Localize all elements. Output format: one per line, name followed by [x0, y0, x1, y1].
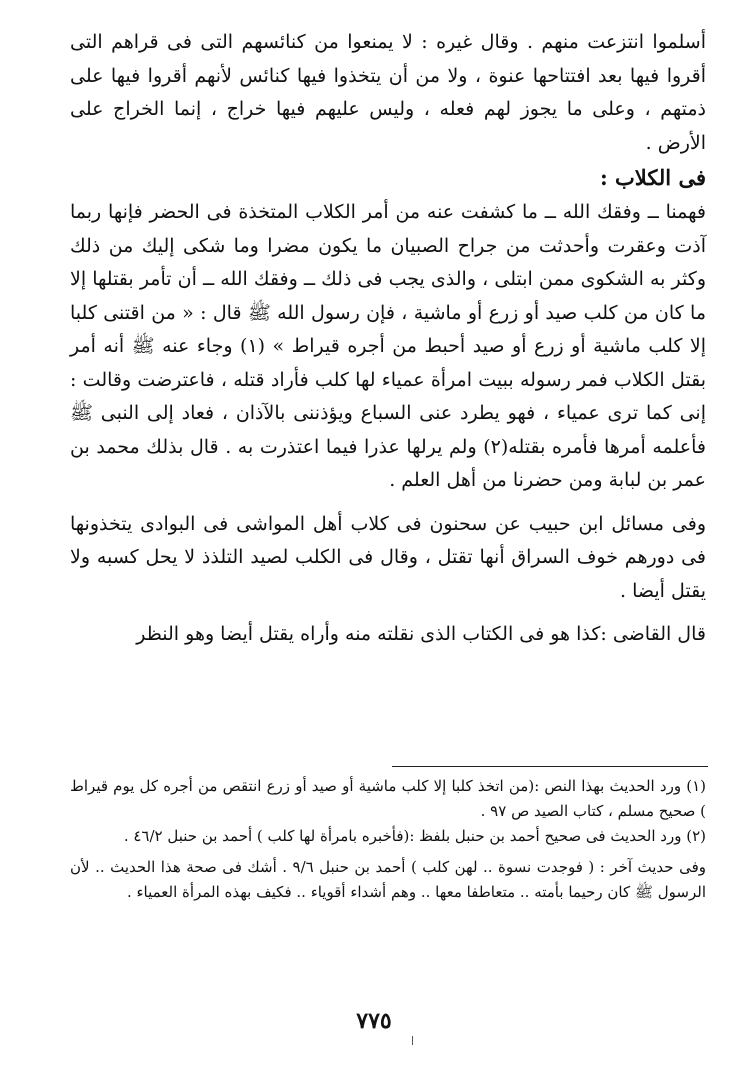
paragraph-continuation: أسلموا انتزعت منهم . وقال غيره : لا يمنعوا من كنائسهم التى فى قراهم التى أقروا فيها بعد افتتاحها عنوة ، ولا من أن يتخذوا فيها كنائس لأنهم أقروا فيها على ذمتهم ، وعلى ما يجوز لهم فعله ، وليس عليهم فيها خراج ، إنما الخراج على الأرض . [70, 31, 706, 154]
section-heading-dogs: فى الكلاب : [599, 165, 706, 190]
footnote-2: (٢) ورد الحديث فى صحيح أحمد بن حنبل بلفظ :(فأخبره بامرأة لها كلب ) أحمد بن حنبل ٤٦/٢ . [123, 827, 706, 845]
footnote-1: (١) ورد الحديث بهذا النص :(من اتخذ كلبا إلا كلب ماشية أو صيد أو زرع انتقص من أجره كل يوم قيراط ) صحيح مسلم ، كتاب الصيد ص ٩٧ . [70, 777, 706, 820]
paragraph-dogs-ruling: فهمنا ــ وفقك الله ــ ما كشفت عنه من أمر الكلاب المتخذة فى الحضر فإنها ربما آذت وعقرت وأحدثت من جراح الصبيان ما يكون مضرا وما شكى إليك من ذلك وكثر به الشكوى ممن ابتلى ، والذى يجب فى ذلك ــ وفقك الله ــ أن تأمر بقتلها إلا ما كان من كلب صيد أو زرع أو ماشية ، فإن رسول الله ﷺ قال : « من اقتنى كلبا إلا كلب ماشية أو زرع أو صيد أحبط من أجره قيراط » (١) وجاء عنه ﷺ أنه أمر بقتل الكلاب فمر رسوله ببيت امرأة عمياء لها كلب فأراد قتله ، فاعترضت وقالت : إنى كما ترى عمياء ، فهو يطرد عنى السباع ويؤذننى بالآذان ، فعاد إلى النبى ﷺ فأعلمه أمرها فأمره بقتله(٢) ولم يرلها عذرا فيما اعتذرت به . قال بذلك محمد بن عمر بن لبابة ومن حضرنا من أهل العلم . [70, 201, 707, 491]
page-number: ٧٧٥ [356, 1008, 392, 1034]
footnote-divider [392, 766, 708, 767]
main-text [70, 26, 706, 652]
paragraph-qadi: قال القاضى :كذا هو فى الكتاب الذى نقلته منه وأراه يقتل أيضا وهو النظر [136, 623, 706, 645]
footnotes [70, 774, 706, 905]
paragraph-ibn-habib: وفى مسائل ابن حبيب عن سحنون فى كلاب أهل المواشى فى البوادى يتخذونها فى دورهم خوف السراق أنها تقتل ، وقال فى الكلب لصيد التلذذ لا يحل كسبه ولا يقتل أيضا . [70, 512, 706, 602]
scan-mark [412, 1036, 413, 1045]
footnote-2-continuation: وفى حديث آخر : ( فوجدت نسوة .. لهن كلب ) أحمد بن حنبل ٩/٦ . أشك فى صحة هذا الحديث .. لأن الرسول ﷺ كان رحيما بأمته .. متعاطفا معها .. وهم أشداء أقوياء .. فكيف بهذه المرأة العمياء . [70, 858, 706, 901]
